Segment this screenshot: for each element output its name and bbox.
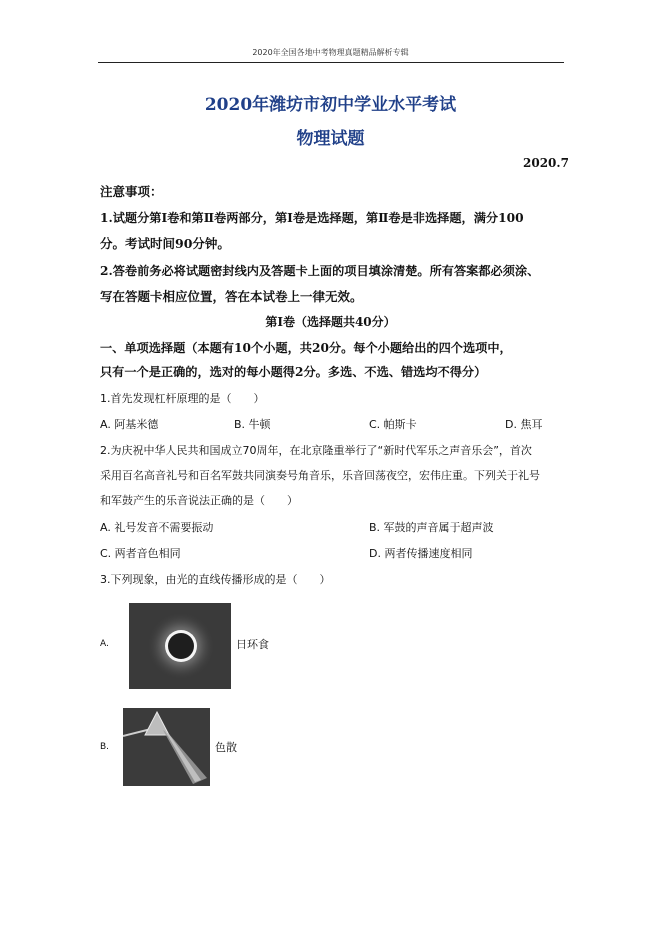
- section-one-line-a: 一、单项选择题（本题有10个小题，共20分。每个小题给出的四个选项中，: [100, 341, 512, 355]
- notice-line-2b: 写在答题卡相应位置，答在本试卷上一律无效。: [100, 289, 363, 304]
- exam-title: 2020年潍坊市初中学业水平考试: [204, 95, 457, 115]
- q3-option-b-letter: B.: [100, 742, 110, 752]
- notice-line-1a: 1.试题分第Ⅰ卷和第Ⅱ卷两部分，第Ⅰ卷是选择题，第Ⅱ卷是非选择题，满分100: [100, 211, 524, 225]
- q2-option-a: A. 礼号发音不需要振动: [100, 521, 214, 534]
- q1-stem: 1.首先发现杠杆原理的是（ ）: [100, 392, 265, 405]
- exam-date: 2020.7: [523, 156, 569, 170]
- notice-heading: 注意事项：: [100, 184, 163, 199]
- part-one-title: 第Ⅰ卷（选择题共40分）: [265, 315, 396, 329]
- q1-option-b: B. 牛顿: [234, 418, 271, 431]
- q1-option-d: D. 焦耳: [505, 418, 543, 431]
- q1-option-a: A. 阿基米德: [100, 418, 159, 431]
- q2-stem-a: 2.为庆祝中华人民共和国成立70周年，在北京隆重举行了“新时代军乐之声音乐会”，首次: [100, 444, 532, 457]
- running-header: 2020年全国各地中考物理真题精品解析专辑: [252, 48, 409, 57]
- q2-stem-c: 和军鼓产生的乐音说法正确的是（ ）: [100, 494, 298, 507]
- section-one-line-b: 只有一个是正确的，选对的每小题得2分。多选、不选、错选均不得分）: [100, 365, 487, 379]
- q3-stem: 3.下列现象，由光的直线传播形成的是（ ）: [100, 573, 331, 586]
- q2-option-b: B. 军鼓的声音属于超声波: [369, 521, 494, 534]
- q3-option-b-caption: 色散: [215, 741, 237, 754]
- notice-line-2a: 2.答卷前务必将试题密封线内及答题卡上面的项目填涂清楚。所有答案都必须涂、: [100, 264, 540, 278]
- prism-dispersion-image: [123, 708, 210, 786]
- q2-option-d: D. 两者传播速度相同: [369, 547, 473, 560]
- exam-subtitle: 物理试题: [296, 129, 365, 149]
- q3-option-a-caption: 日环食: [236, 638, 269, 651]
- q3-option-a-letter: A.: [100, 639, 109, 649]
- header-rule: [98, 62, 564, 63]
- solar-eclipse-image: [129, 603, 231, 689]
- notice-line-1b: 分。考试时间90分钟。: [100, 236, 230, 251]
- q1-option-c: C. 帕斯卡: [369, 418, 417, 431]
- q2-stem-b: 采用百名高音礼号和百名军鼓共同演奏号角音乐，乐音回荡夜空，宏伟庄重。下列关于礼号: [100, 469, 540, 482]
- q2-option-c: C. 两者音色相同: [100, 547, 181, 560]
